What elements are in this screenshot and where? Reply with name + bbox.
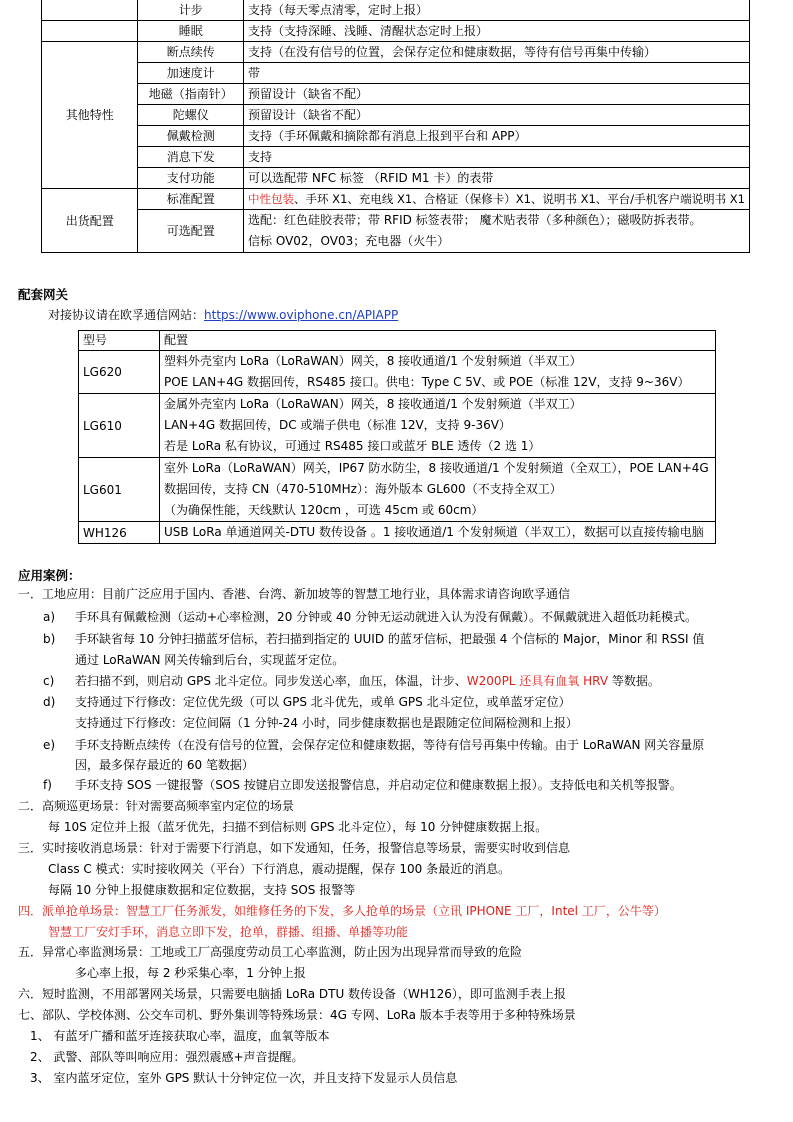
table-row bbox=[79, 458, 716, 522]
highlight-text: W200PL 还具有血氧 HRV bbox=[466, 674, 609, 688]
spec-name: 断点续传 bbox=[138, 42, 244, 63]
case-line: 通过 LoRaWAN 网关传输到后台，实现蓝牙定位。 bbox=[75, 653, 345, 667]
spec-value: 支持（支持深睡、浅睡、清醒状态定时上报） bbox=[244, 21, 750, 42]
section-heading-cases: 应用案例： bbox=[18, 568, 81, 583]
config-cell bbox=[160, 351, 716, 394]
case-line: 手环缺省每 10 分钟扫描蓝牙信标，若扫描到指定的 UUID 的蓝牙信标，把最强 4 个信标的 Major，Minor 和 RSSI 值 bbox=[75, 632, 705, 646]
spec-value: 支持（每天零点清零，定时上报） bbox=[244, 0, 750, 21]
case-line: 手环支持断点续传（在没有信号的位置，会保存定位和健康数据，等待有信号再集中传输。由于 LoRaWAN 网关容量原 bbox=[75, 738, 705, 752]
spec-value: 支持 bbox=[244, 147, 750, 168]
case-line: Class C 模式：实时接收网关（平台）下行消息，震动提醒，保存 100 条最近的消息。 bbox=[48, 862, 511, 876]
case-text: 等数据。 bbox=[608, 674, 660, 688]
case-line: 二．高频巡更场景：针对需要高频率室内定位的场景 bbox=[18, 799, 295, 813]
spec-name: 地磁（指南针） bbox=[138, 84, 244, 105]
case-line: 六．短时监测，不用部署网关场景，只需要电脑插 LoRa DTU 数传设备（WH126），即可监测手表上报 bbox=[18, 987, 566, 1001]
spec-name: 可选配置 bbox=[138, 210, 244, 253]
case-text: 若扫描不到，则启动 GPS 北斗定位。同步发送心率，血压，体温，计步、 bbox=[75, 674, 467, 688]
case-line: 每隔 10 分钟上报健康数据和定位数据，支持 SOS 报警等 bbox=[48, 883, 356, 897]
group-label-other: 其他特性 bbox=[42, 42, 138, 189]
item-marker: e) bbox=[43, 738, 56, 752]
case-line bbox=[75, 671, 660, 691]
spec-name: 加速度计 bbox=[138, 63, 244, 84]
config-line: 若是 LoRa 私有协议，可通过 RS485 接口或蓝牙 BLE 透传（2 选 1） bbox=[164, 439, 541, 453]
column-header-config: 配置 bbox=[160, 331, 716, 351]
case-line: 手环支持 SOS 一键报警（SOS 按键启立即发送报警信息，并启动定位和健康数据上报）。支持低电和关机等报警。 bbox=[75, 778, 682, 792]
intro-text: 对接协议请在欧孚通信网站： bbox=[48, 308, 205, 322]
config-line: USB LoRa 单通道网关-DTU 数传设备 。1 接收通道/1 个发射频道（半双工），数据可以直接传输电脑 bbox=[164, 525, 704, 539]
case-line: 多心率上报，每 2 秒采集心率，1 分钟上报 bbox=[75, 966, 306, 980]
config-line: LAN+4G 数据回传，DC 或端子供电（标准 12V，支持 9-36V） bbox=[164, 418, 511, 432]
spec-value: 带 bbox=[244, 63, 750, 84]
spec-name: 标准配置 bbox=[138, 189, 244, 210]
spec-value: 预留设计（缺省不配） bbox=[244, 84, 750, 105]
config-line: POE LAN+4G 数据回传，RS485 接口。供电：Type C 5V、或 POE（标准 12V，支持 9~36V） bbox=[164, 375, 690, 389]
spec-name: 佩戴检测 bbox=[138, 126, 244, 147]
table-cell-empty bbox=[42, 0, 138, 21]
case-line: 1、 有蓝牙广播和蓝牙连接获取心率，温度，血氧等版本 bbox=[30, 1029, 330, 1043]
config-line: 数据回传，支持 CN（470-510MHz）：海外版本 GL600（不支持全双工） bbox=[164, 482, 562, 496]
config-cell bbox=[160, 522, 716, 544]
spec-value: 预留设计（缺省不配） bbox=[244, 105, 750, 126]
case-line: 支持通过下行修改：定位优先级（可以 GPS 北斗优先，或单 GPS 北斗定位，或单蓝牙定位） bbox=[75, 695, 571, 709]
model-cell: LG601 bbox=[79, 458, 160, 522]
config-line: （为确保性能，天线默认 120cm ，可选 45cm 或 60cm） bbox=[164, 503, 484, 517]
item-marker: f) bbox=[43, 778, 52, 792]
model-cell: LG620 bbox=[79, 351, 160, 394]
case-line: 因，最多保存最近的 60 笔数据） bbox=[75, 758, 254, 772]
spec-value-optional bbox=[244, 210, 750, 253]
case-line: 三．实时接收消息场景：针对于需要下行消息，如下发通知，任务，报警信息等场景，需要实时收到信息 bbox=[18, 841, 571, 855]
case-line: 每 10S 定位并上报（蓝牙优先，扫描不到信标则 GPS 北斗定位），每 10 分钟健康数据上报。 bbox=[48, 820, 548, 834]
gateway-intro bbox=[48, 305, 398, 325]
table-row bbox=[79, 522, 716, 544]
spec-value: 支持（在没有信号的位置，会保存定位和健康数据，等待有信号再集中传输） bbox=[244, 42, 750, 63]
gateway-table bbox=[78, 330, 716, 544]
table-row bbox=[79, 394, 716, 458]
case-line: 3、 室内蓝牙定位，室外 GPS 默认十分钟定位一次，并且支持下发显示人员信息 bbox=[30, 1071, 458, 1085]
spec-value: 可以选配带 NFC 标签 （RFID M1 卡）的表带 bbox=[244, 168, 750, 189]
optional-line: 信标 OV02，OV03；充电器（火牛） bbox=[248, 234, 450, 248]
table-cell-empty bbox=[42, 21, 138, 42]
item-marker: b) bbox=[43, 632, 56, 646]
case-line: 七、部队、学校体测、公交车司机、野外集训等特殊场景：4G 专网、LoRa 版本手表等用于多种特殊场景 bbox=[18, 1008, 576, 1022]
highlight-text: 中性包装 bbox=[248, 192, 295, 206]
config-line: 金属外壳室内 LoRa（LoRaWAN）网关，8 接收通道/1 个发射频道（半双工） bbox=[164, 397, 582, 411]
table-row bbox=[79, 351, 716, 394]
item-marker: a) bbox=[43, 610, 56, 624]
config-line: 塑料外壳室内 LoRa（LoRaWAN）网关，8 接收通道/1 个发射频道（半双工） bbox=[164, 354, 582, 368]
optional-line: 选配：红色硅胶表带；带 RFID 标签表带； 魔术贴表带（多种颜色）；磁吸防拆表带。 bbox=[248, 213, 702, 227]
spec-name: 陀螺仪 bbox=[138, 105, 244, 126]
case-line: 支持通过下行修改：定位间隔（1 分钟-24 小时，同步健康数据也是跟随定位间隔检测和上报） bbox=[75, 716, 578, 730]
case-line-highlight: 四．派单抢单场景：智慧工厂任务派发，如维修任务的下发，多人抢单的场景（立讯 IPHONE 工厂，Intel 工厂，公牛等） bbox=[18, 904, 666, 918]
case-line: 五．异常心率监测场景：工地或工厂高强度劳动员工心率监测，防止因为出现异常而导致的危险 bbox=[18, 945, 523, 959]
case-line: 一．工地应用：目前广泛应用于国内、香港、台湾、新加坡等的智慧工地行业，具体需求请咨询欧孚通信 bbox=[18, 587, 571, 601]
model-cell: LG610 bbox=[79, 394, 160, 458]
spec-value: 支持（手环佩戴和摘除都有消息上报到平台和 APP） bbox=[244, 126, 750, 147]
spec-name: 睡眠 bbox=[138, 21, 244, 42]
api-link[interactable]: https://www.oviphone.cn/APIAPP bbox=[204, 308, 399, 322]
spec-name: 计步 bbox=[138, 0, 244, 21]
case-line: 手环具有佩戴检测（运动+心率检测，20 分钟或 40 分钟无运动就进入认为没有佩戴）。不佩戴就进入超低功耗模式。 bbox=[75, 610, 698, 624]
config-cell bbox=[160, 458, 716, 522]
case-line: 2、 武警、部队等叫响应用：强烈震感+声音提醒。 bbox=[30, 1050, 304, 1064]
column-header-model: 型号 bbox=[79, 331, 160, 351]
section-heading-gateway: 配套网关 bbox=[18, 287, 69, 302]
item-marker: c) bbox=[43, 674, 55, 688]
spec-value-standard bbox=[244, 189, 750, 210]
config-cell bbox=[160, 394, 716, 458]
case-line-highlight: 智慧工厂安灯手环，消息立即下发，抢单，群播、组播、单播等功能 bbox=[48, 925, 409, 939]
config-line: 室外 LoRa（LoRaWAN）网关，IP67 防水防尘，8 接收通道/1 个发射频道（全双工），POE LAN+4G bbox=[164, 461, 709, 475]
group-label-shipping: 出货配置 bbox=[42, 189, 138, 253]
spec-name: 支付功能 bbox=[138, 168, 244, 189]
spec-table bbox=[41, 0, 750, 253]
model-cell: WH126 bbox=[79, 522, 160, 544]
spec-name: 消息下发 bbox=[138, 147, 244, 168]
standard-rest: 、手环 X1、充电线 X1、合格证（保修卡）X1、说明书 X1、平台/手机客户端说明书 X1 bbox=[294, 192, 745, 206]
item-marker: d) bbox=[43, 695, 56, 709]
